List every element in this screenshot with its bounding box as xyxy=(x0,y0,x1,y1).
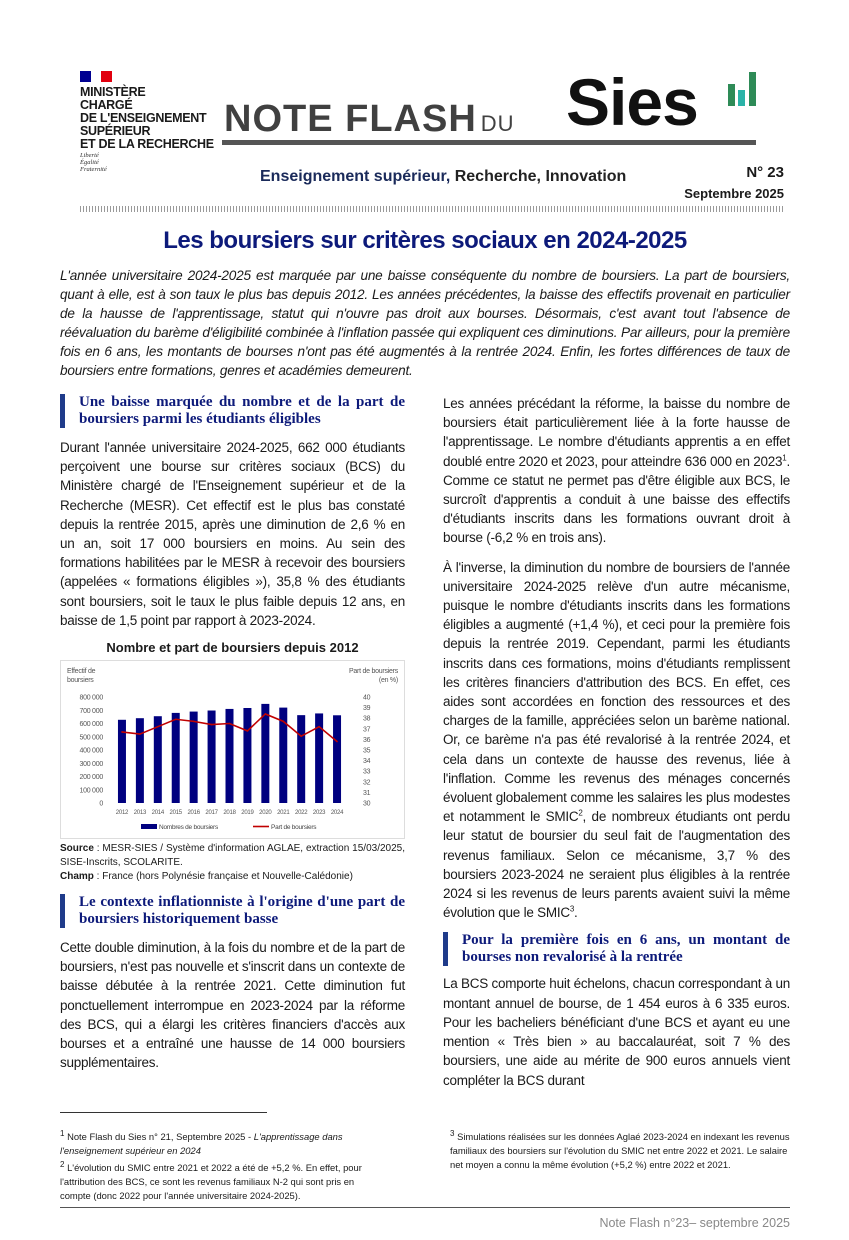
footnote-text: L'évolution du SMIC entre 2021 et 2022 a été de +5,2 %. En effet, pour l'attribution des BCS, ce sont les revenus familiaux N-2 qui sont pris en compte (donc 2022 pour l'année universitaire 2024-2025). xyxy=(60,1161,362,1201)
footer-rule xyxy=(60,1207,790,1208)
line-point xyxy=(282,721,284,723)
bar xyxy=(243,708,251,803)
bar xyxy=(154,716,162,803)
ministry-line: DE L'ENSEIGNEMENT xyxy=(80,111,207,125)
footnote-number: 1 xyxy=(60,1128,65,1138)
y-tick-right: 38 xyxy=(363,715,371,723)
legend-label: Part de boursiers xyxy=(271,824,317,832)
text: Les années précédant la réforme, la baisse du nombre de boursiers était particulièrement liée à la forte hausse de l'apprentissage. Le nombre d'étudiants apprentis a en effet doublé entre 2020 et 2023, pour atteindre 636 000 en 2023 xyxy=(443,396,790,469)
paragraph: Cette double diminution, à la fois du nombre et de la part de boursiers, n'est pas nouvelle et s'inscrit dans un contexte de baisse débutée à la rentrée 2021. Cette diminution fut ponctuellement interrompue en 2023-2024 par la réforme des BCS, qui a élargi les critères financiers d'accès aux bourses et a entraîné une hausse de 14 000 boursiers supplémentaires. xyxy=(60,940,405,1071)
line-point xyxy=(229,723,231,725)
y-tick-right: 31 xyxy=(363,789,371,797)
line-point xyxy=(336,741,338,743)
issue-date: Septembre 2025 xyxy=(684,186,784,201)
chart xyxy=(60,660,405,839)
y-tick-left: 100 000 xyxy=(79,787,103,795)
line-point xyxy=(175,718,177,720)
source-text: : MESR-SIES / Système d'information AGLAE, extraction 15/03/2025, SISE-Inscrits, SCOLARITE. xyxy=(60,843,405,869)
footnote-rule xyxy=(60,1112,267,1113)
page-title: Les boursiers sur critères sociaux en 2024-2025 xyxy=(163,227,687,254)
x-tick: 2017 xyxy=(205,810,218,817)
y-tick-left: 300 000 xyxy=(79,760,103,768)
champ-text: : France (hors Polynésie française et Nouvelle-Calédonie) xyxy=(93,871,353,883)
bar xyxy=(333,715,341,803)
x-tick: 2014 xyxy=(151,810,164,817)
text: À l'inverse, la diminution du nombre de boursiers de l'année universitaire 2024-2025 relève d'un autre mécanisme, puisque le nombre d'étudiants inscrits dans les formations éligibles a augmenté (+1,4 %), et ceci pour la première fois depuis la rentrée 2019. Cependant, parmi les étudiants inscrits dans ces formations, moins d'étudiants remplissent les critères financiers d'attribution des BCS. En effet, ces aides sont accordées en fonction des ressources et des charges de la famille, appréciées selon un barème national. Or, ce barème n'a pas été revalorisé à la rentrée 2024, et cela dans un contexte de hausse des revenus, liée à l'inflation. Comme les revenus des ménages concernés évoluent globalement comme les salaires les plus modestes et notamment le SMIC xyxy=(443,559,790,825)
ministry-line: CHARGÉ xyxy=(80,98,133,112)
y-tick-right: 30 xyxy=(363,800,371,808)
line-point xyxy=(300,735,302,737)
chart-svg xyxy=(61,661,404,838)
y-axis-left-label: Effectif de xyxy=(67,668,96,676)
x-tick: 2019 xyxy=(241,810,254,817)
y-tick-right: 36 xyxy=(363,736,371,744)
subtitle-part2: Recherche, Innovation xyxy=(450,168,627,185)
text: . xyxy=(574,905,578,921)
chart-source xyxy=(60,842,405,884)
y-axis-left-label: boursiers xyxy=(67,677,94,685)
y-tick-right: 35 xyxy=(363,747,371,755)
legend-swatch-bars xyxy=(141,824,157,829)
x-tick: 2012 xyxy=(115,810,129,817)
footnote-ref[interactable]: 1 xyxy=(782,453,787,463)
line-point xyxy=(247,730,249,732)
y-tick-right: 40 xyxy=(363,694,371,702)
columns xyxy=(60,394,790,1100)
line-point xyxy=(265,713,267,715)
main-content xyxy=(60,0,790,1240)
subtitle-part1: Enseignement supérieur, xyxy=(260,168,451,185)
champ-label: Champ xyxy=(60,871,94,883)
section-heading: Le contexte inflationniste à l'origine d'une part de boursiers historiquement basse xyxy=(60,894,405,928)
x-tick: 2020 xyxy=(259,810,272,817)
devise-line: Fraternité xyxy=(80,166,107,173)
line-point xyxy=(193,721,195,723)
ministry-line: MINISTÈRE xyxy=(80,85,146,99)
paragraph: La BCS comporte huit échelons, chacun correspondant à un montant annuel de bourse, de 1 454 euros à 6 335 euros. Pour les bacheliers bénéficiant d'une BCS et ayant eu une mention « Très bien » au baccalauréat, soit 7 % des boursiers, une aide au mérite de 900 euros annuels vient compléter la BCS durant xyxy=(443,976,790,1088)
chart-title: Nombre et part de boursiers depuis 2012 xyxy=(106,640,359,656)
bar xyxy=(261,704,269,803)
footnote-ref[interactable]: 3 xyxy=(569,904,575,914)
y-axis-right-label: Part de boursiers xyxy=(348,668,398,676)
y-tick-left: 700 000 xyxy=(79,707,103,715)
y-tick-right: 37 xyxy=(363,726,371,734)
text: , de nombreux étudiants ont perdu leur statut de boursier du seul fait de l'augmentation des revenus familiaux. Selon ce mécanisme, 3,7 % des boursiers 2023-2024 ne seraient plus éligibles à la rentrée 2024 si les revenus de leurs parents avaient suivi la même évolution que le SMIC xyxy=(443,809,790,921)
footnote-number: 2 xyxy=(60,1159,65,1169)
devise-line: Liberté xyxy=(80,152,99,159)
footnote-title: L'apprentissage dans l'enseignement supérieur en 2024 xyxy=(60,1130,343,1156)
section-heading: Une baisse marquée du nombre et de la part de boursiers parmi les étudiants éligibles xyxy=(60,394,405,428)
x-tick: 2023 xyxy=(312,810,326,817)
footnote-ref[interactable]: 2 xyxy=(578,808,583,818)
legend-label: Nombres de boursiers xyxy=(159,824,218,832)
x-tick: 2018 xyxy=(223,810,236,817)
y-tick-right: 34 xyxy=(363,758,371,766)
source-label: Source xyxy=(60,843,94,855)
y-tick-right: 32 xyxy=(363,779,371,787)
bar xyxy=(172,713,180,803)
x-tick: 2022 xyxy=(295,810,308,817)
footnote-text: Note Flash du Sies n° 21, Septembre 2025 - xyxy=(67,1130,254,1142)
text: . Comme ce statut ne permet pas d'être éligible aux BCS, le surcroît d'apprentis a conduit à une baisse des effectifs d'étudiants inscrits dans les formations ouvrant droit à bourse (-6,2 % en trois ans). xyxy=(443,453,791,546)
footnote-2 xyxy=(60,1158,380,1203)
line-point xyxy=(211,724,213,726)
ministry-line: SUPÉRIEUR xyxy=(80,124,151,138)
y-tick-left: 0 xyxy=(99,800,103,808)
y-tick-left: 800 000 xyxy=(79,694,103,702)
footnote-3 xyxy=(450,1127,790,1172)
line-point xyxy=(318,726,320,728)
y-tick-right: 33 xyxy=(363,768,371,776)
left-column xyxy=(60,394,405,1100)
lead-paragraph: L'année universitaire 2024-2025 est marquée par une baisse conséquente du nombre de boursiers. La part de boursiers, quant à elle, est à son taux le plus bas depuis 2012. Les années précédentes, la baisse des effectifs provenait en particulier de la hausse de l'apprentissage, statut qui n'ouvre pas droit aux bourses. Désormais, c'est avant tout l'absence de réévaluation du barème d'éligibilité combinée à l'inflation passée qui expliquent ces diminutions. Par ailleurs, pour la première fois en 6 ans, les montants de bourses n'ont pas été augmentés à la rentrée 2024. Enfin, les fortes différences de taux de boursiers entre formations, genres et académies demeurent. xyxy=(60,268,790,378)
footnote-text: Simulations réalisées sur les données Aglaé 2023-2024 en indexant les revenus familiaux des boursiers sur l'évolution du SMIC net entre 2022 et 2021. Le salaire net moyen a connu la même évolution (+5,2 %) entre 2022 et 2021. xyxy=(450,1130,790,1170)
issue-number: N° 23 xyxy=(746,164,784,181)
ministry-line: ET DE LA RECHERCHE xyxy=(80,137,214,151)
brand-note-flash-text: NOTE FLASH xyxy=(224,98,477,140)
footnotes xyxy=(60,1127,790,1203)
footnotes-left xyxy=(60,1127,380,1203)
x-tick: 2015 xyxy=(169,810,182,817)
footnote-1 xyxy=(60,1127,380,1158)
x-tick: 2016 xyxy=(187,810,200,817)
bar xyxy=(190,712,198,803)
line-point xyxy=(139,733,141,735)
y-tick-left: 400 000 xyxy=(79,747,103,755)
y-tick-left: 600 000 xyxy=(79,721,103,729)
paragraph xyxy=(443,558,790,923)
x-tick: 2021 xyxy=(277,810,290,817)
footnote-number: 3 xyxy=(450,1128,455,1138)
brand-sies: Sies xyxy=(566,65,698,139)
bar xyxy=(136,718,144,803)
right-column xyxy=(443,394,790,1100)
y-tick-left: 200 000 xyxy=(79,774,103,782)
brand-du-text: DU xyxy=(480,111,515,136)
section-heading: Pour la première fois en 6 ans, un montant de bourses non revalorisé à la rentrée xyxy=(443,932,790,966)
devise-line: Égalité xyxy=(80,159,99,166)
y-tick-right: 39 xyxy=(363,705,371,713)
bar xyxy=(297,715,305,803)
line-point xyxy=(121,731,123,733)
page-footer: Note Flash n°23– septembre 2025 xyxy=(599,1215,790,1230)
footnotes-right xyxy=(450,1127,790,1203)
paragraph xyxy=(443,394,790,548)
x-tick: 2024 xyxy=(330,810,344,817)
paragraph: Durant l'année universitaire 2024-2025, 662 000 étudiants perçoivent une bourse sur critères sociaux (BCS) du Ministère chargé de l'Enseignement supérieur et de la Recherche (MESR). Cet effectif est le plus bas constaté depuis la rentrée 2015, après une diminution de 2,6 % en un an, soit 17 000 boursiers en moins. Au sein des formations habilitées par le MESR à recevoir des boursiers (appelées « formations éligibles »), 35,8 % des étudiants sont boursiers, soit le taux le plus faible depuis 12 ans, en baisse de 1,5 point par rapport à 2023-2024. xyxy=(60,440,405,628)
y-axis-right-label: (en %) xyxy=(378,677,398,685)
y-tick-left: 500 000 xyxy=(79,734,103,742)
x-tick: 2013 xyxy=(133,810,147,817)
line-point xyxy=(157,726,159,728)
